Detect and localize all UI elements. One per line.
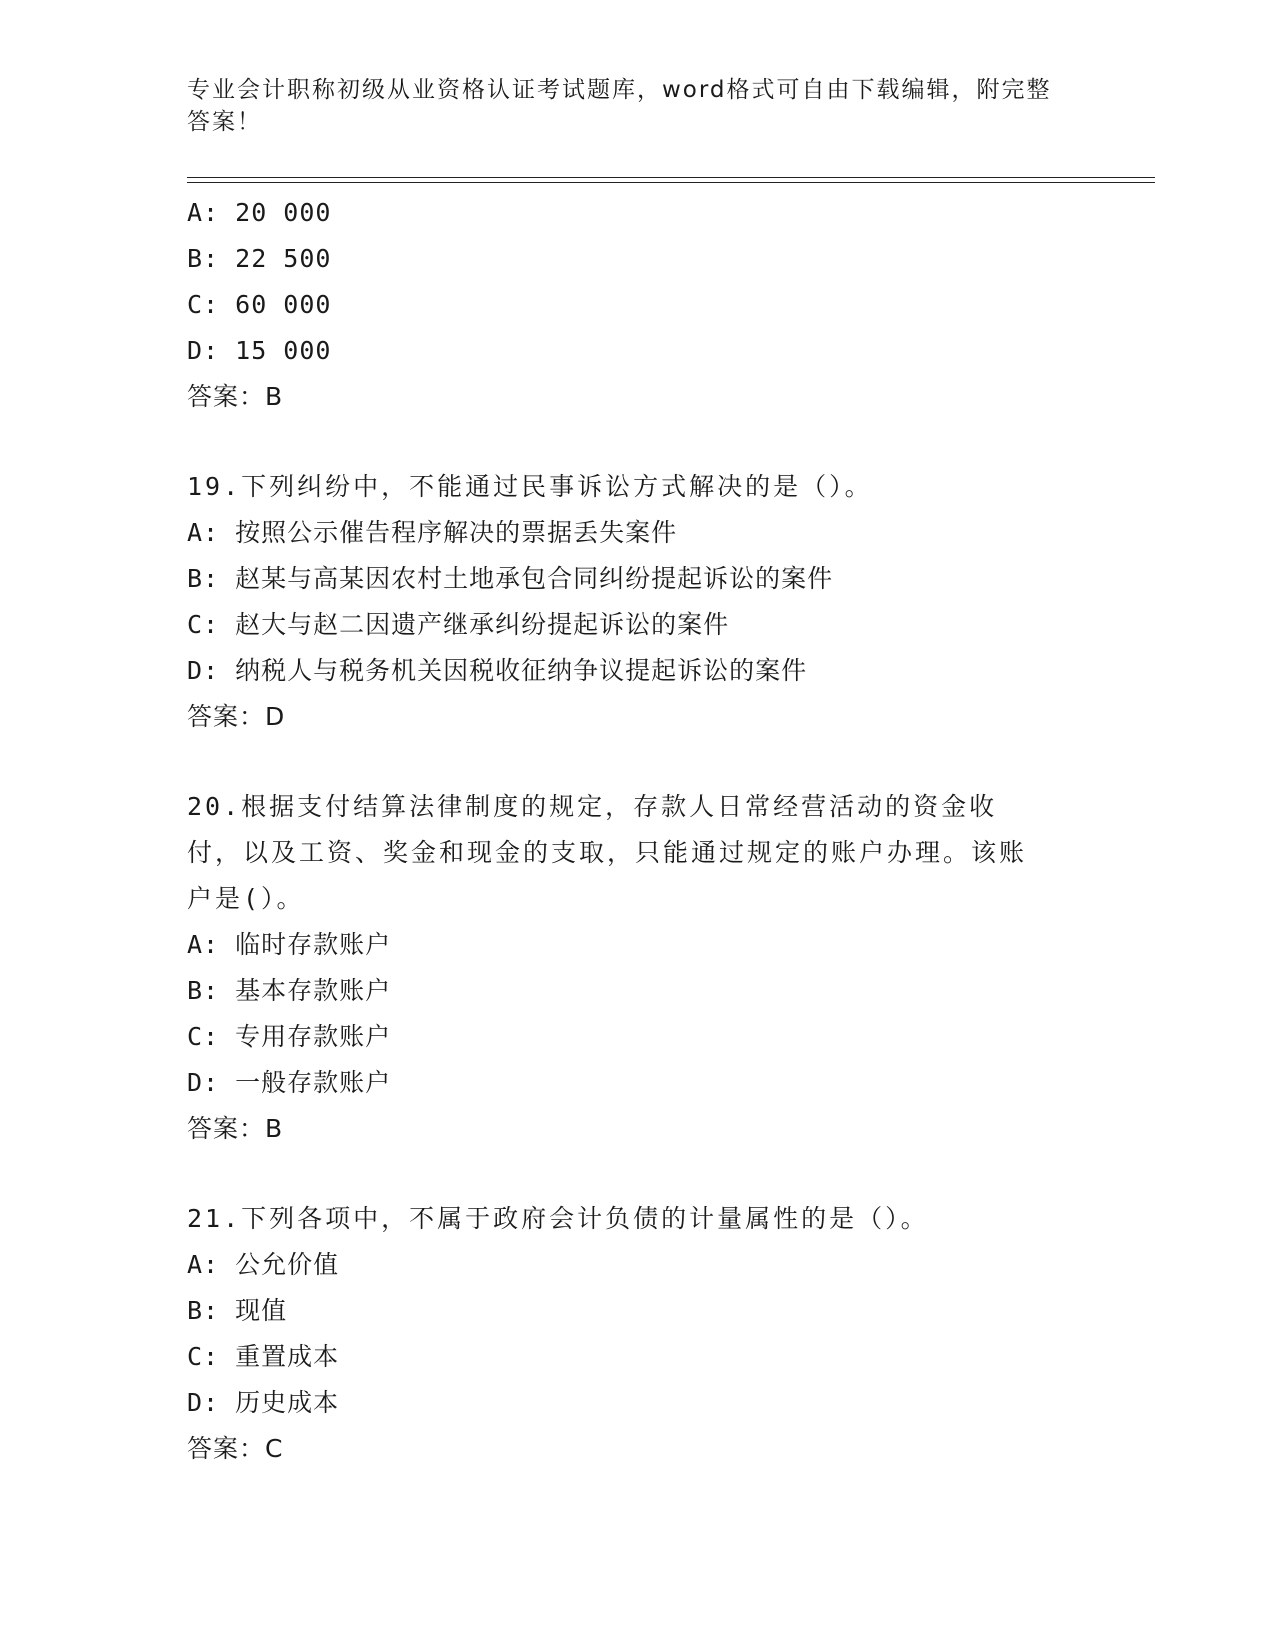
- header-divider-bottom: [187, 182, 1155, 183]
- answer-label: 答案：B: [187, 1114, 284, 1143]
- answer-label: 答案：B: [187, 382, 284, 411]
- question-20: [187, 784, 1087, 1152]
- option-c: C: 赵大与赵二因遗产继承纠纷提起诉讼的案件: [187, 610, 730, 639]
- document-intro: 专业会计职称初级从业资格认证考试题库，word格式可自由下载编辑，附完整答案！: [187, 77, 1052, 135]
- question-stem: 21.下列各项中，不属于政府会计负债的计量属性的是（）。: [187, 1204, 929, 1233]
- option-d: D: 纳税人与税务机关因税收征纳争议提起诉讼的案件: [187, 656, 808, 685]
- option-b: B: 赵某与高某因农村土地承包合同纠纷提起诉讼的案件: [187, 564, 834, 593]
- question-19: [187, 464, 1087, 740]
- option-b: B: 基本存款账户: [187, 976, 392, 1005]
- option-a: A: 临时存款账户: [187, 930, 392, 959]
- option-d: D: 一般存款账户: [187, 1068, 392, 1097]
- option-d: D: 历史成本: [187, 1388, 340, 1417]
- question-stem: 19.下列纠纷中，不能通过民事诉讼方式解决的是（）。: [187, 472, 873, 501]
- option-a: A: 公允价值: [187, 1250, 340, 1279]
- option-c: C: 60 000: [187, 290, 332, 319]
- header-divider-top: [187, 177, 1155, 178]
- question-stem: 20.根据支付结算法律制度的规定，存款人日常经营活动的资金收付，以及工资、奖金和现金的支取，只能通过规定的账户办理。该账户是(）。: [187, 792, 1028, 913]
- option-c: C: 专用存款账户: [187, 1022, 392, 1051]
- option-c: C: 重置成本: [187, 1342, 340, 1371]
- option-d: D: 15 000: [187, 336, 332, 365]
- question-18: [187, 190, 1087, 420]
- answer-label: 答案：D: [187, 702, 286, 731]
- option-b: B: 现值: [187, 1296, 288, 1325]
- option-a: A: 20 000: [187, 198, 332, 227]
- question-21: [187, 1196, 1087, 1472]
- question-list: [187, 190, 1087, 1472]
- option-b: B: 22 500: [187, 244, 332, 273]
- answer-label: 答案：C: [187, 1434, 284, 1463]
- option-a: A: 按照公示催告程序解决的票据丢失案件: [187, 518, 678, 547]
